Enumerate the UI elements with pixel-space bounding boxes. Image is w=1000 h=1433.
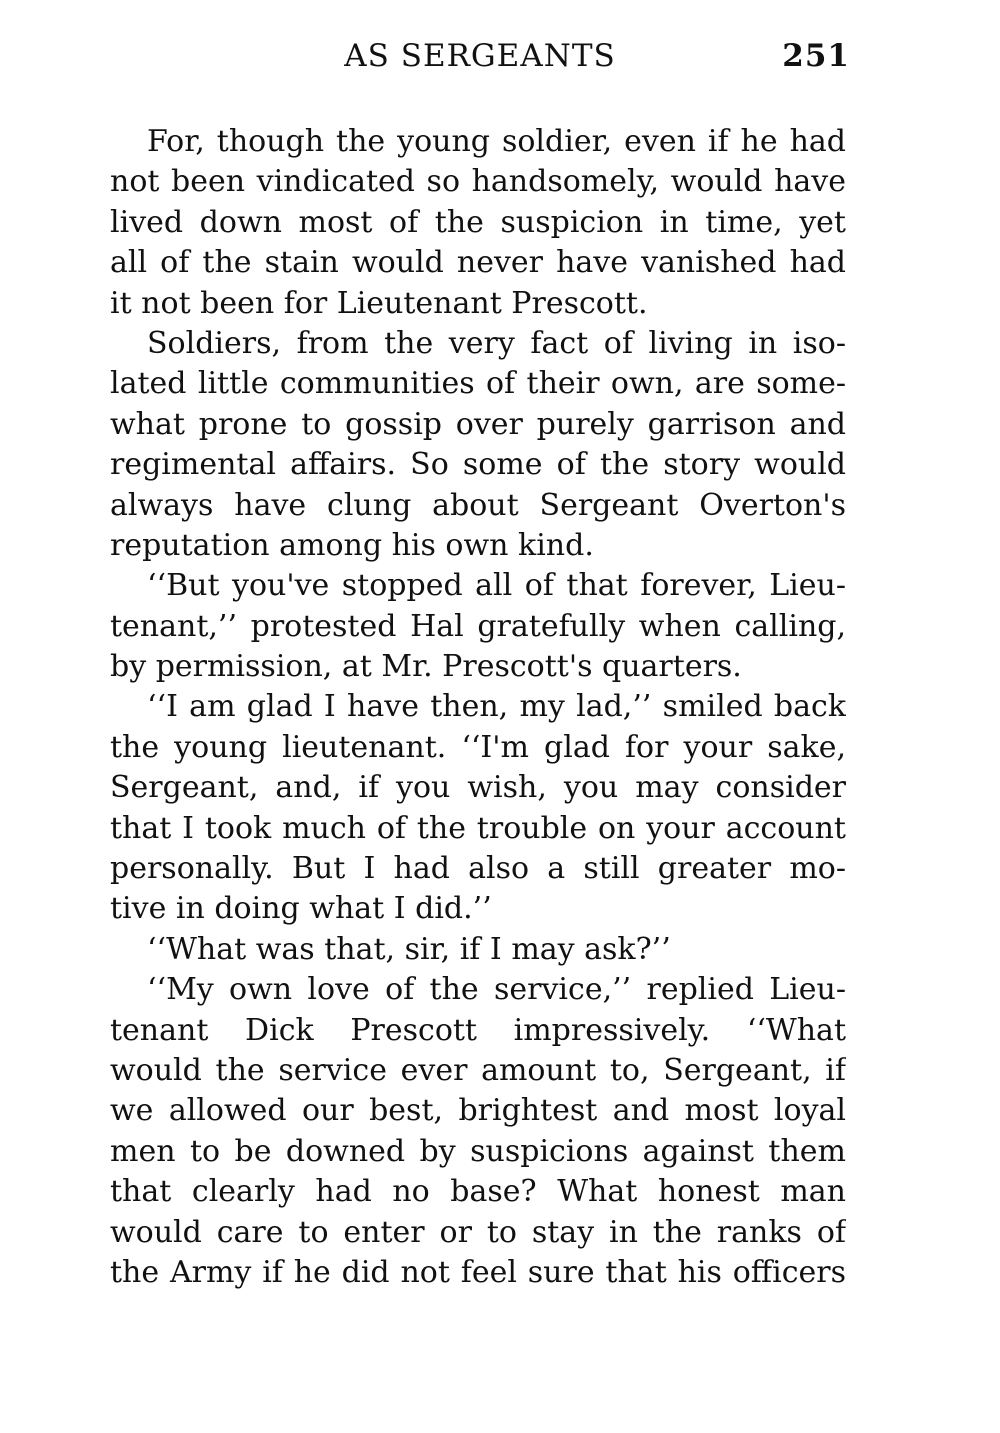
text-line: always have clung about Sergeant Overton's xyxy=(110,487,846,523)
text-line: by permission, at Mr. Prescott's quarters. xyxy=(110,649,742,685)
text-line: the young lieutenant. ‘‘I'm glad for your sake, xyxy=(110,729,846,765)
text-line: lived down most of the suspicion in time, yet xyxy=(110,204,846,240)
text-line: tive in doing what I did.’’ xyxy=(110,891,492,927)
text-line: tenant,’’ protested Hal gratefully when calling, xyxy=(110,608,846,644)
text-line: that clearly had no base? What honest man xyxy=(110,1174,846,1210)
text-line: that I took much of the trouble on your account xyxy=(110,810,846,846)
text-line: not been vindicated so handsomely, would have xyxy=(110,164,846,200)
text-line: ‘‘I am glad I have then, my lad,’’ smiled back xyxy=(147,689,846,725)
text-line: all of the stain would never have vanished had xyxy=(110,245,846,281)
text-line: Soldiers, from the very fact of living in iso- xyxy=(147,325,846,361)
text-line: it not been for Lieutenant Prescott. xyxy=(110,285,648,321)
text-line: tenant Dick Prescott impressively. ‘‘What xyxy=(110,1012,846,1048)
body-text xyxy=(110,122,846,1293)
text-line: lated little communities of their own, are some- xyxy=(110,366,846,402)
text-line: would the service ever amount to, Sergeant, if xyxy=(110,1052,846,1088)
text-line: ‘‘But you've stopped all of that forever, Lieu- xyxy=(147,568,846,604)
text-line: we allowed our best, brightest and most loyal xyxy=(110,1093,846,1129)
text-line: ‘‘What was that, sir, if I may ask?’’ xyxy=(147,931,671,967)
page-number: 251 xyxy=(782,38,850,74)
text-line: men to be downed by suspicions against them xyxy=(110,1133,846,1169)
running-head: AS SERGEANTS xyxy=(344,38,616,74)
text-line: reputation among his own kind. xyxy=(110,527,594,563)
text-line: the Army if he did not feel sure that his officers xyxy=(110,1254,846,1290)
text-line: what prone to gossip over purely garrison and xyxy=(110,406,846,442)
page-header xyxy=(110,38,850,82)
text-line: Sergeant, and, if you wish, you may consider xyxy=(110,770,846,806)
text-line: For, though the young soldier, even if he had xyxy=(147,124,846,159)
text-line: would care to enter or to stay in the ranks of xyxy=(110,1214,846,1250)
text-line: personally. But I had also a still greater mo- xyxy=(110,851,846,887)
text-line: regimental affairs. So some of the story would xyxy=(110,447,846,483)
text-line: ‘‘My own love of the service,’’ replied Lieu- xyxy=(147,972,846,1008)
